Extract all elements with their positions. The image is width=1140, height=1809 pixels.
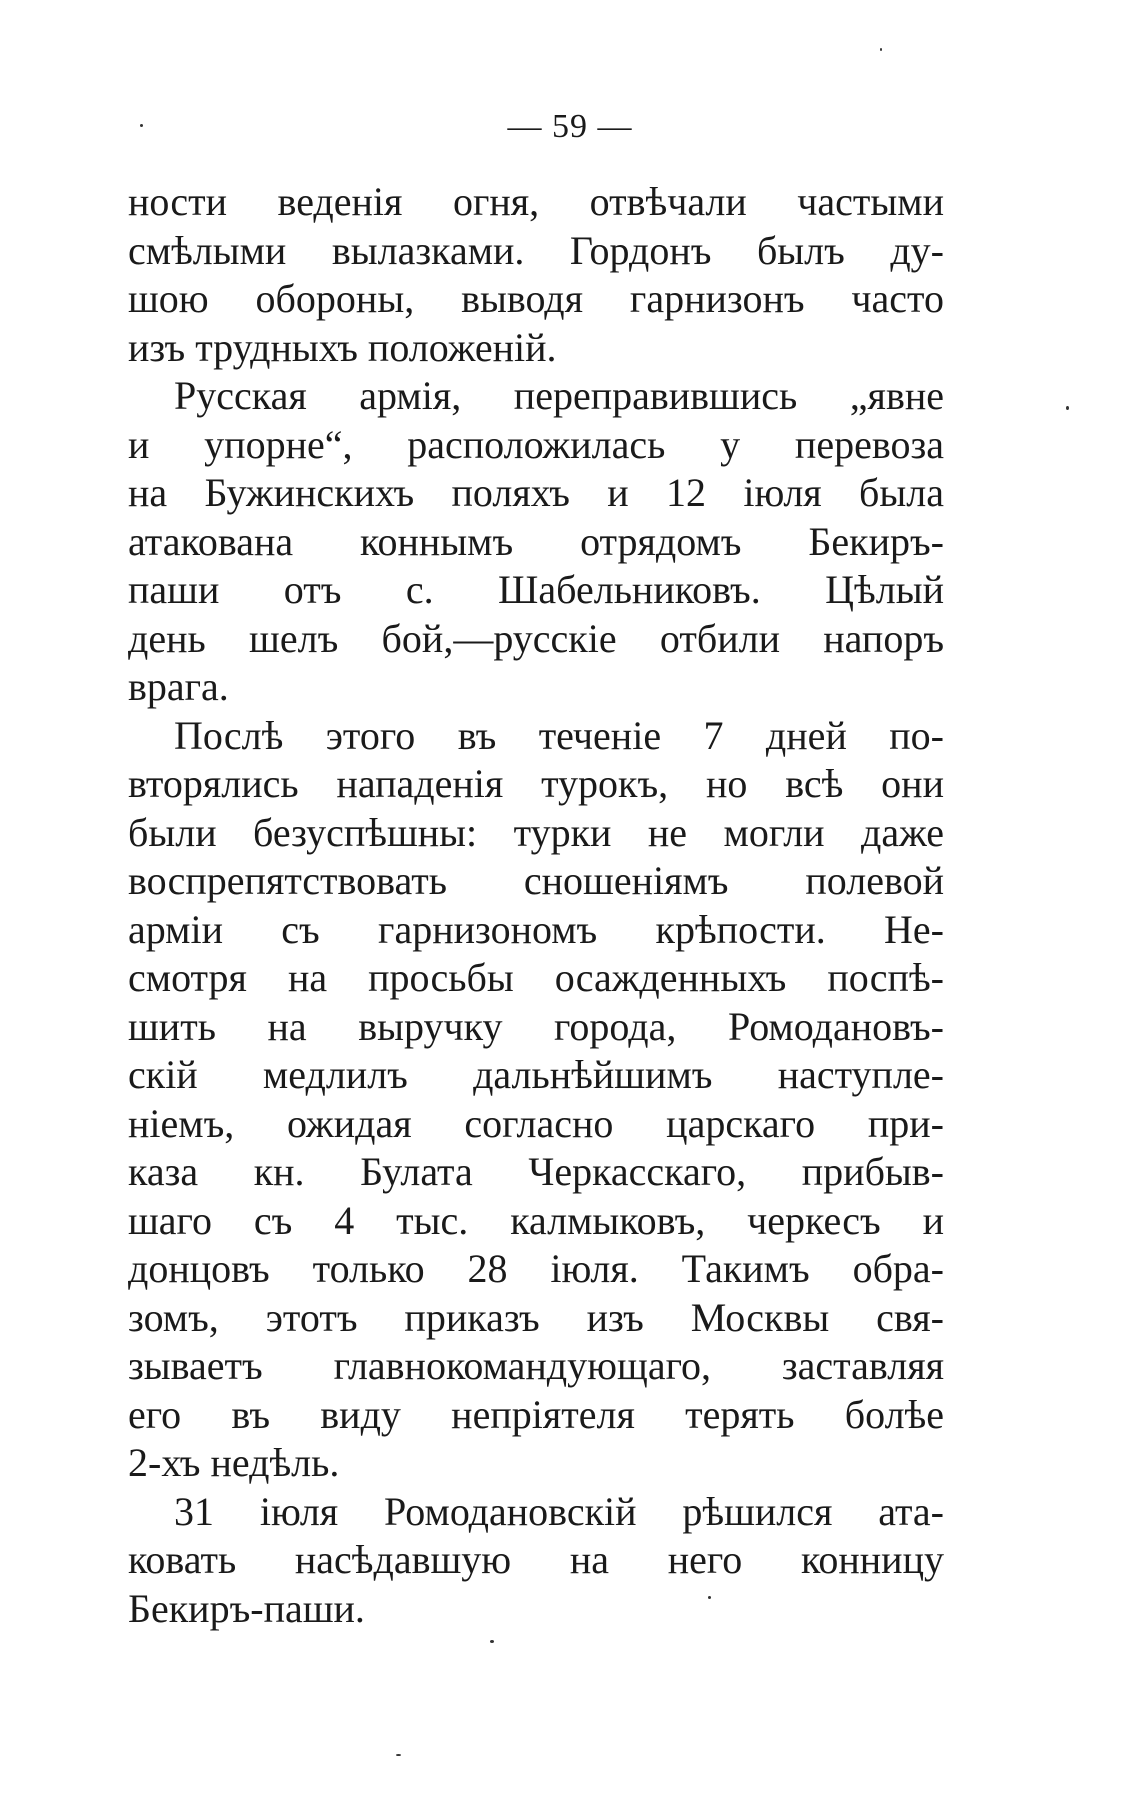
text-line: смотря на просьбы осажденныхъ поспѣ- (128, 955, 944, 1000)
scan-speck (1066, 406, 1069, 410)
text-line: и упорне“, расположилась у перевоза (128, 421, 944, 467)
text-line: вторялись нападенія турокъ, но всѣ они (128, 761, 944, 806)
text-line: зываетъ главнокомандующаго, заставляя (128, 1343, 944, 1388)
text-line: были безуспѣшны: турки не могли даже (128, 809, 944, 855)
text-line: Бекиръ-паши. (128, 1585, 365, 1631)
text-line: скій медлилъ дальнѣйшимъ наступле- (128, 1052, 944, 1097)
text-line: шить на выручку города, Ромодановъ- (128, 1003, 944, 1049)
text-line: шаго съ 4 тыс. калмыковъ, черкесъ и (128, 1197, 944, 1243)
text-line: на Бужинскихъ поляхъ и 12 іюля была (128, 470, 944, 515)
scan-speck (490, 1640, 494, 1643)
body-text (128, 178, 944, 1633)
text-line: ности веденія огня, отвѣчали частыми (128, 179, 944, 224)
text-line: атакована коннымъ отрядомъ Бекиръ- (128, 518, 944, 564)
text-line: изъ трудныхъ положеній. (128, 324, 557, 370)
text-line: день шелъ бой,—русскіе отбили напоръ (128, 615, 944, 661)
text-line: его въ виду непріятеля терять болѣе (128, 1391, 944, 1437)
text-line: шою обороны, выводя гарнизонъ часто (128, 276, 944, 321)
text-line: донцовъ только 28 іюля. Такимъ обра- (128, 1246, 944, 1291)
scan-speck (396, 1754, 401, 1756)
text-line: ніемъ, ожидая согласно царскаго при- (128, 1100, 944, 1146)
text-line: арміи съ гарнизономъ крѣпости. Не- (128, 906, 944, 952)
text-line: Русская армія, переправившись „явне (174, 373, 944, 418)
text-line: ковать насѣдавшую на него конницу (128, 1537, 944, 1582)
scan-speck (140, 124, 143, 127)
scan-speck (708, 1596, 711, 1599)
text-line: воспрепятствовать сношеніямъ полевой (128, 858, 944, 903)
text-line: зомъ, этотъ приказъ изъ Москвы свя- (128, 1294, 944, 1340)
text-line: 2-хъ недѣль. (128, 1440, 340, 1485)
page-number: — 59 — (507, 108, 633, 145)
text-line: 31 іюля Ромодановскій рѣшился ата- (174, 1488, 944, 1534)
text-line: смѣлыми вылазками. Гордонъ былъ ду- (128, 227, 944, 273)
scan-speck (880, 48, 882, 51)
text-line: каза кн. Булата Черкасскаго, прибыв- (128, 1149, 944, 1194)
text-line: паши отъ с. Шабельниковъ. Цѣлый (128, 567, 944, 612)
text-line: Послѣ этого въ теченіе 7 дней по- (174, 712, 944, 758)
text-line: врага. (128, 664, 229, 709)
